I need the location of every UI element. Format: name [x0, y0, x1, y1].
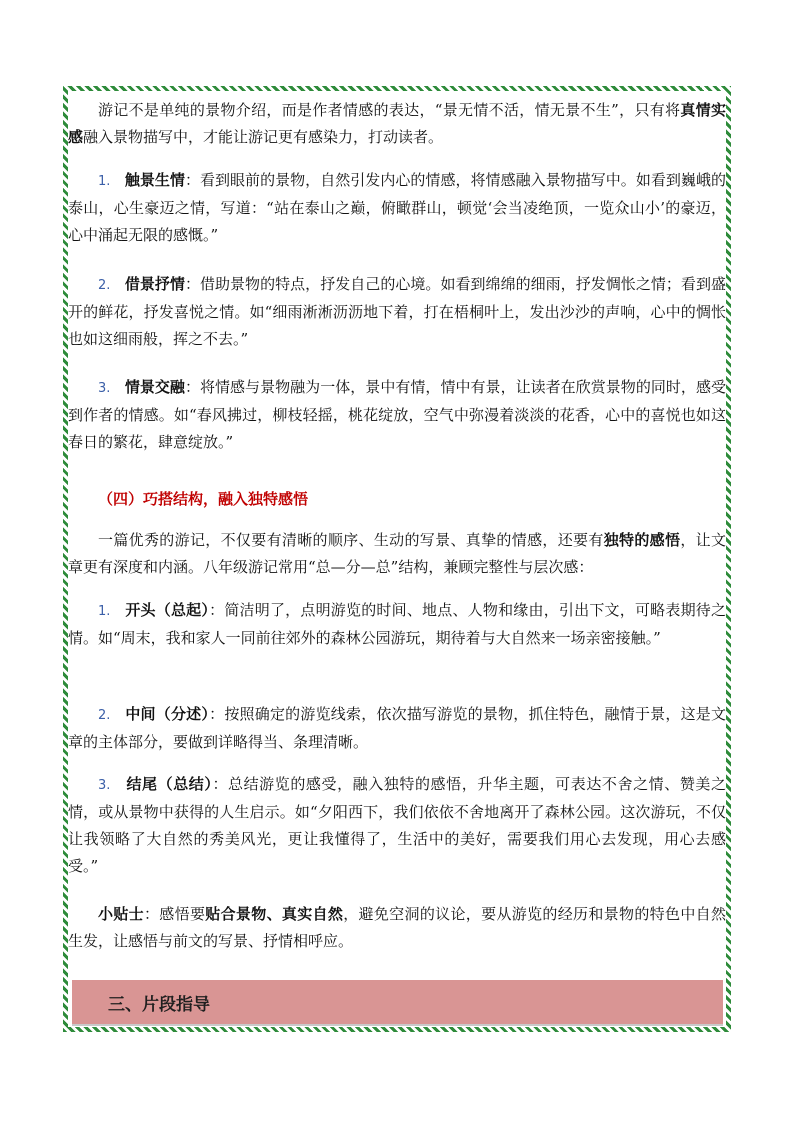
tip-bold: 贴合景物、真实自然: [205, 905, 344, 923]
item-number: 3.: [98, 381, 111, 396]
item-term: 触景生情: [124, 171, 185, 189]
intro-text-end: ，让文章更有深度和内涵。八年级游记常用“总—分—总”结构，兼顾完整性与层次感：: [68, 531, 726, 576]
item-term: 中间（分述）: [125, 705, 210, 723]
item-number: 2.: [98, 708, 111, 723]
item-number: 1.: [98, 174, 111, 189]
structure-item-2: [68, 701, 726, 756]
item-term: 结尾（总结）: [126, 775, 213, 793]
tip-label: 小贴士: [98, 905, 144, 923]
section-3-banner: [72, 980, 723, 1026]
section-3-title: 三、片段指导: [108, 995, 210, 1015]
item-text: ：按照确定的游览线索，依次描写游览的景物，抓住特色，融情于景，这是文章的主体部分，要做到详略得当、条理清晰。: [68, 705, 726, 751]
tip-text: ：感悟要: [143, 905, 206, 923]
intro-paragraph: [68, 97, 726, 151]
section-4-intro: [68, 527, 726, 581]
intro-text: 游记不是单纯的景物介绍，而是作者情感的表达，“景无情不活，情无景不生”，只有将: [98, 101, 681, 119]
item-text: ：简洁明了，点明游览的时间、地点、人物和缘由，引出下文，可略表期待之情。如“周末，我和家人一同前往郊外的森林公园游玩，期待着与大自然来一场亲密接触。”: [68, 601, 726, 647]
tip-text-end: ，避免空洞的议论，要从游览的经历和景物的特色中自然生发，让感悟与前文的写景、抒情相呼应。: [68, 905, 726, 950]
section-4-heading: （四）巧搭结构，融入独特感悟: [98, 490, 309, 508]
item-number: 2.: [98, 278, 111, 293]
item-term: 情景交融: [124, 378, 185, 396]
structure-item-1: [68, 597, 726, 652]
intro-text: 一篇优秀的游记，不仅要有清晰的顺序、生动的写景、真挚的情感，还要有: [98, 531, 604, 549]
method-item-2: [68, 271, 726, 353]
item-number: 1.: [98, 604, 111, 619]
method-item-1: [68, 167, 726, 249]
item-term: 借景抒情: [124, 275, 185, 293]
structure-item-3: [68, 771, 726, 880]
method-item-3: [68, 374, 726, 456]
intro-bold: 真情实感: [68, 101, 726, 146]
intro-bold: 独特的感悟: [603, 531, 681, 549]
item-term: 开头（总起）: [125, 601, 210, 619]
item-text: ：看到眼前的景物，自然引发内心的情感，将情感融入景物描写中。如看到巍峨的泰山，心生豪迈之情，写道：“站在泰山之巅，俯瞰群山，顿觉‘会当凌绝顶，一览众山小’的豪迈，心中涌起无限的感慨。”: [68, 171, 726, 244]
intro-text-end: 融入景物描写中，才能让游记更有感染力，打动读者。: [83, 128, 444, 146]
tip-paragraph: [68, 901, 726, 955]
item-text: ：将情感与景物融为一体，景中有情，情中有景，让读者在欣赏景物的同时，感受到作者的情感。如“春风拂过，柳枝轻摇，桃花绽放，空气中弥漫着淡淡的花香，心中的喜悦也如这春日的繁花，肆意绽放。”: [68, 378, 726, 451]
item-text: ：借助景物的特点，抒发自己的心境。如看到绵绵的细雨，抒发惆怅之情；看到盛开的鲜花，抒发喜悦之情。如“细雨淅淅沥沥地下着，打在梧桐叶上，发出沙沙的声响，心中的惆怅也如这细雨般，挥之不去。”: [68, 275, 726, 348]
item-text: ：总结游览的感受，融入独特的感悟，升华主题，可表达不舍之情、赞美之情，或从景物中获得的人生启示。如“夕阳西下，我们依依不舍地离开了森林公园。这次游玩，不仅让我领略了大自然的秀美风光，更让我懂得了，生活中的美好，需要我们用心去发现，用心去感受。”: [68, 775, 726, 875]
item-number: 3.: [98, 778, 111, 793]
